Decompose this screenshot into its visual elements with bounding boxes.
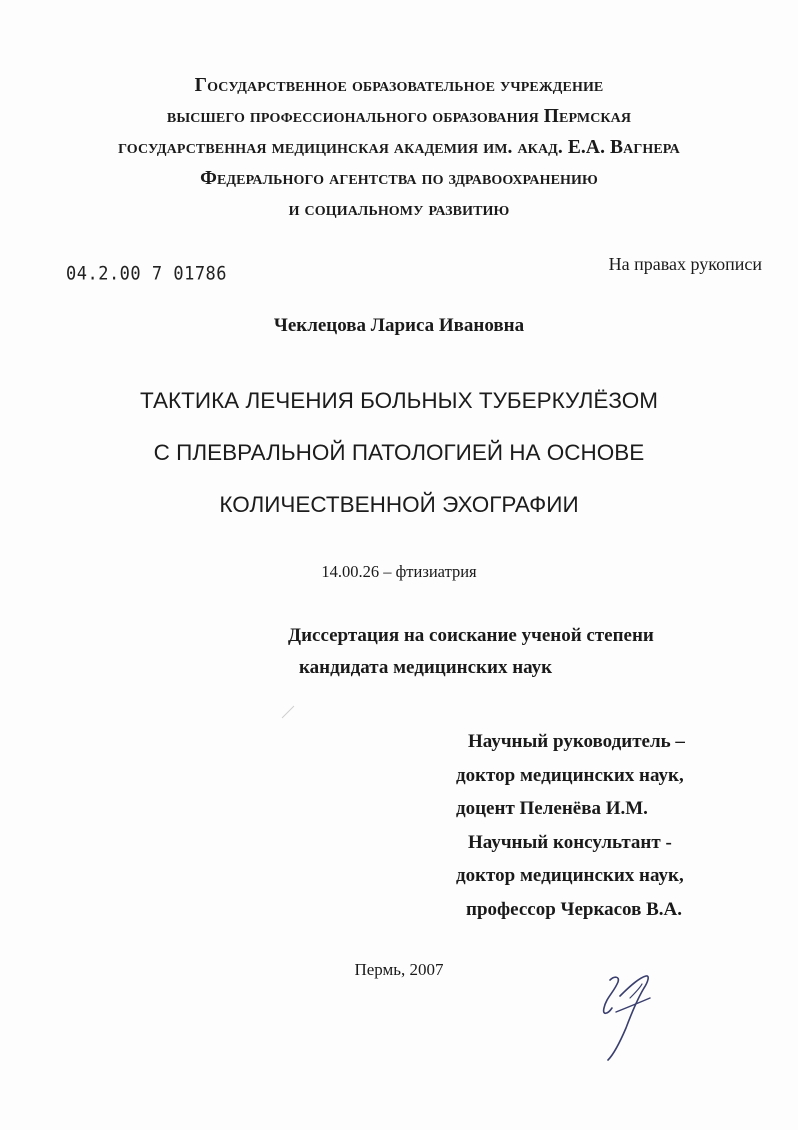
handwritten-signature: [590, 968, 670, 1063]
header-line-2: высшего профессионального образования Пермская: [166, 106, 632, 127]
advisor-line-1: Научный руководитель –: [468, 731, 685, 752]
title-line-1: ТАКТИКА ЛЕЧЕНИЯ БОЛЬНЫХ ТУБЕРКУЛЁЗОМ: [140, 388, 658, 413]
registry-number: 04.2.00 7 01786: [66, 263, 228, 285]
rights-note: На правах рукописи: [608, 254, 762, 274]
advisor-line-3: доцент Пеленёва И.М.: [456, 798, 648, 819]
scan-artifact-mark: [280, 700, 310, 720]
header-line-1: Государственное образовательное учреждение: [194, 75, 604, 96]
degree-statement: [288, 620, 654, 684]
advisor-line-6: профессор Черкасов В.А.: [466, 898, 682, 920]
header-line-4: Федерального агентства по здравоохранению: [200, 168, 598, 189]
header-line-3: государственная медицинская академия им. акад. Е.А. Вагнера: [118, 137, 680, 158]
dissertation-title: [0, 375, 798, 531]
advisors-block: [452, 725, 685, 926]
advisor-line-5: доктор медицинских наук,: [456, 865, 684, 886]
degree-line-2: кандидата медицинских наук: [299, 657, 553, 678]
title-line-2: С ПЛЕВРАЛЬНОЙ ПАТОЛОГИЕЙ НА ОСНОВЕ: [153, 440, 645, 465]
header-line-5: и социальному развитию: [288, 199, 510, 220]
advisor-line-4: Научный консультант -: [468, 831, 672, 853]
degree-line-1: Диссертация на соискание ученой степени: [288, 625, 654, 646]
place-year: Пермь, 2007: [354, 960, 444, 979]
author-name: Чеклецова Лариса Ивановна: [273, 315, 525, 336]
advisor-line-2: доктор медицинских наук,: [456, 764, 684, 786]
institution-header: [0, 70, 798, 225]
title-line-3: КОЛИЧЕСТВЕННОЙ ЭХОГРАФИИ: [219, 492, 579, 517]
specialty-code: 14.00.26 – фтизиатрия: [321, 562, 477, 581]
